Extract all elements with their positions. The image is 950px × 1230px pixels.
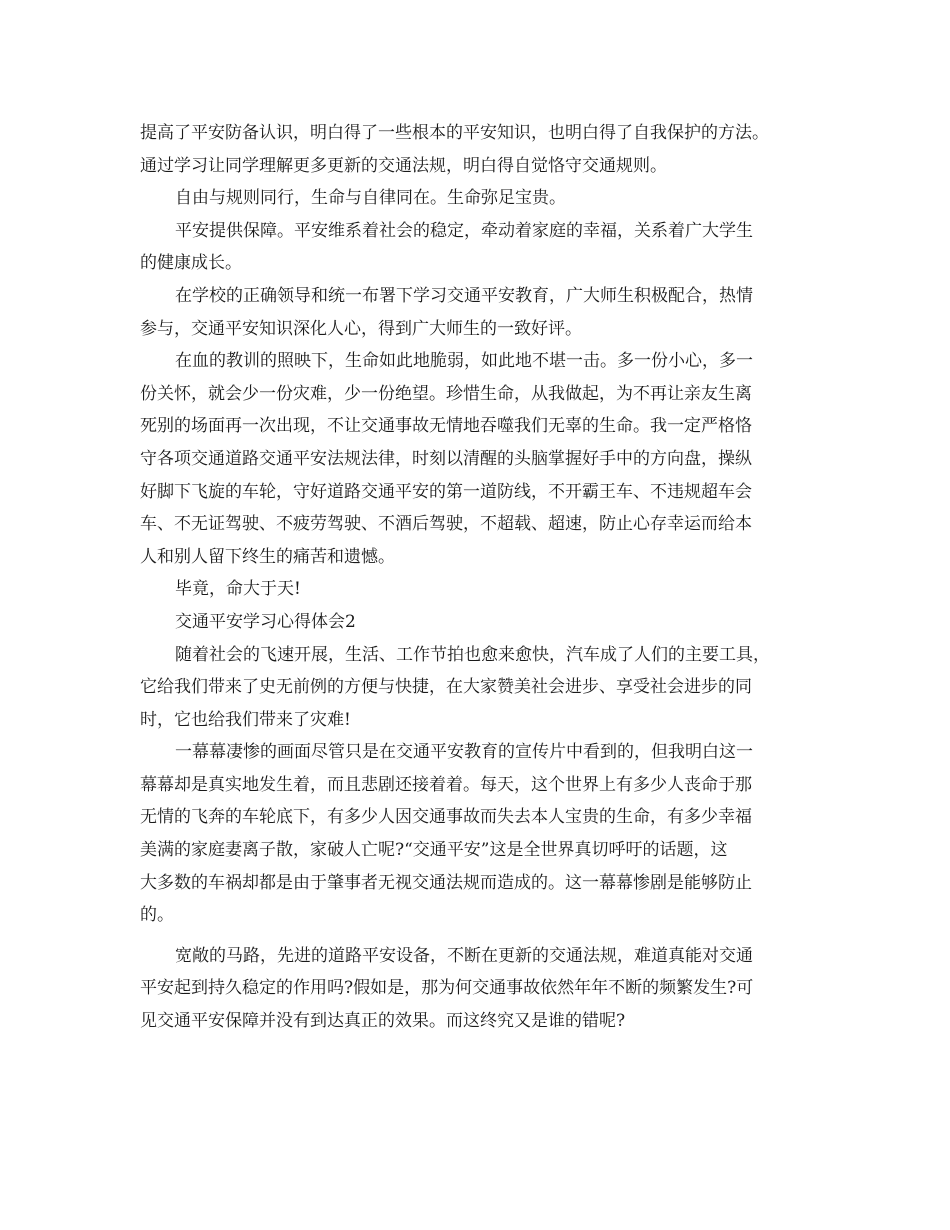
text-line: 在血的教训的照映下，生命如此地脆弱，如此地不堪一击。多一份小心，多一 [175, 351, 753, 372]
text-line: 时，它也给我们带来了灾难! [140, 709, 351, 730]
text-line: 毕竟，命大于天! [175, 579, 301, 600]
text-line: 车、不无证驾驶、不疲劳驾驶、不酒后驾驶，不超载、超速，防止心存幸运而给本 [140, 514, 752, 535]
text-line: 美满的家庭妻离子散，家破人亡呢?“交通平安”这是全世界真切呼吁的话题，这 [140, 840, 728, 861]
document-body [140, 117, 830, 1038]
text-line: 参与，交通平安知识深化人心，得到广大师生的一致好评。 [140, 318, 582, 339]
text-line: 幕幕却是真实地发生着，而且悲剧还接着着。每天，这个世界上有多少人丧命于那 [140, 774, 752, 795]
text-line: 好脚下飞旋的车轮，守好道路交通平安的第一道防线，不开霸王车、不违规超车会 [140, 481, 752, 502]
text-line: 份关怀，就会少一份灾难，少一份绝望。珍惜生命，从我做起，为不再让亲友生离 [140, 383, 752, 404]
text-line: 大多数的车祸却都是由于肇事者无视交通法规而造成的。这一幕幕惨剧是能够防止 [140, 872, 752, 893]
text-line: 平安提供保障。平安维系着社会的稳定，牵动着家庭的幸福，关系着广大学生 [175, 220, 753, 241]
text-line: 通过学习让同学理解更多更新的交通法规，明白得自觉恪守交通规则。 [140, 155, 667, 176]
text-line: 一幕幕凄惨的画面尽管只是在交通平安教育的宣传片中看到的，但我明白这一 [175, 742, 753, 763]
text-line: 人和别人留下终生的痛苦和遗憾。 [140, 546, 395, 567]
text-line: 在学校的正确领导和统一布署下学习交通平安教育，广大师生积极配合，热情 [175, 285, 753, 306]
section-heading: 交通平安学习心得体会2 [175, 611, 356, 632]
text-line: 平安起到持久稳定的作用吗?假如是，那为何交通事故依然年年不断的频繁发生?可 [140, 978, 754, 999]
text-line: 宽敞的马路，先进的道路平安设备，不断在更新的交通法规，难道真能对交通 [175, 945, 753, 966]
text-line: 随着社会的飞速开展，生活、工作节拍也愈来愈快，汽车成了人们的主要工具， [175, 644, 770, 665]
text-line: 的健康成长。 [140, 253, 242, 274]
text-line: 自由与规则同行，生命与自律同在。生命弥足宝贵。 [175, 188, 566, 209]
text-line: 见交通平安保障并没有到达真正的效果。而这终究又是谁的错呢? [140, 1011, 626, 1032]
text-line: 它给我们带来了史无前例的方便与快捷，在大家赞美社会进步、享受社会进步的同 [140, 677, 752, 698]
text-line: 守各项交通道路交通平安法规法律，时刻以清醒的头脑掌握好手中的方向盘，操纵 [140, 448, 752, 469]
text-line: 的。 [140, 905, 174, 926]
text-line: 无情的飞奔的车轮底下，有多少人因交通事故而失去本人宝贵的生命，有多少幸福 [140, 807, 752, 828]
text-line: 死别的场面再一次出现，不让交通事故无情地吞噬我们无辜的生命。我一定严格恪 [140, 416, 752, 437]
text-line: 提高了平安防备认识，明白得了一些根本的平安知识，也明白得了自我保护的方法。 [140, 123, 769, 143]
